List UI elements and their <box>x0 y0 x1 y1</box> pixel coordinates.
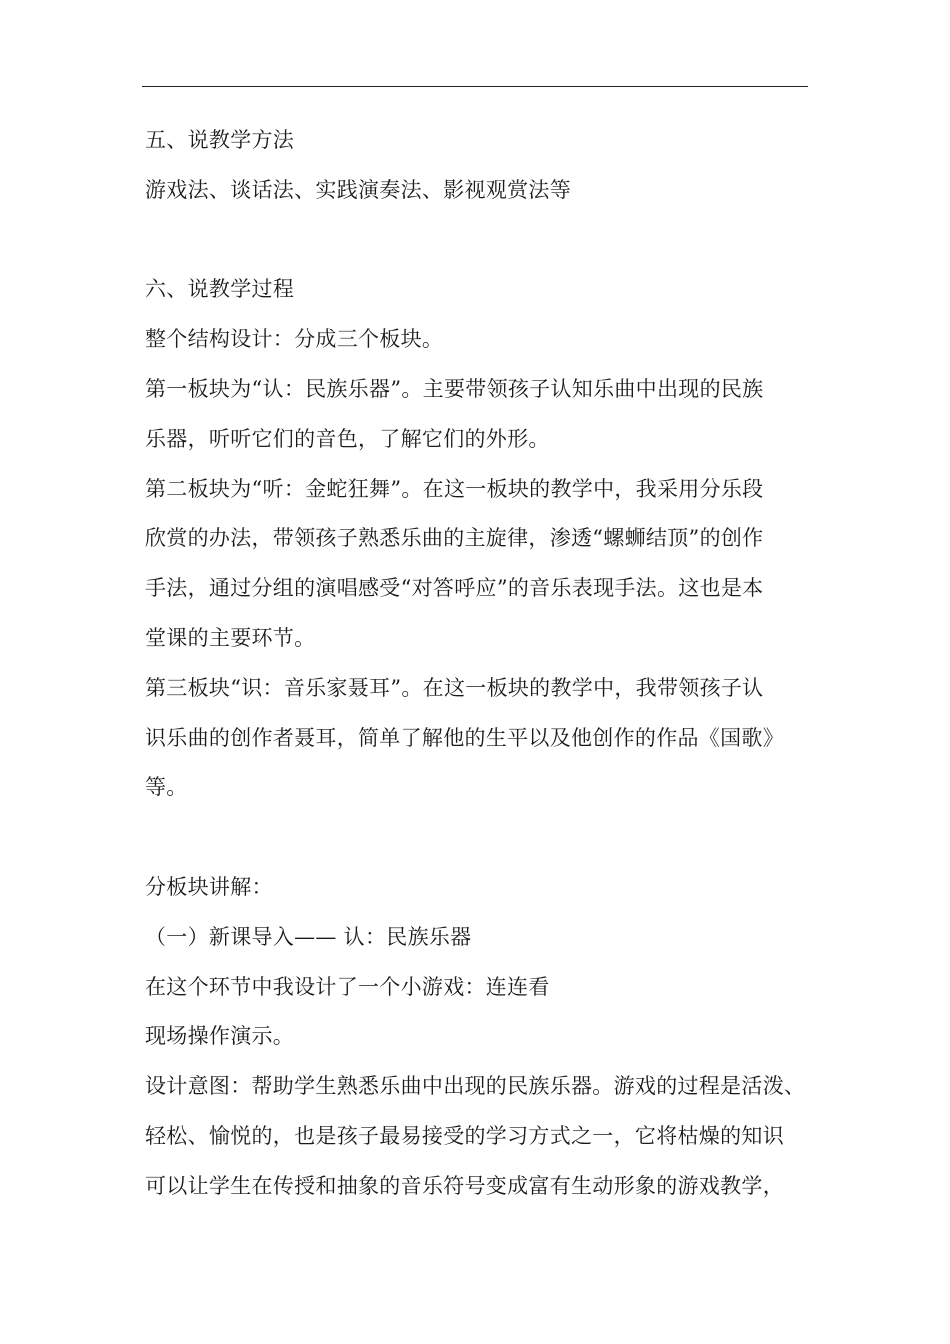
blank-line <box>145 216 815 266</box>
paragraph-line: 整个结构设计：分成三个板块。 <box>145 327 444 352</box>
paragraph-line: 乐器，听听它们的音色，了解它们的外形。 <box>145 426 550 451</box>
paragraph-line: 设计意图：帮助学生熟悉乐曲中出现的民族乐器。游戏的过程是活泼、 <box>145 1074 806 1099</box>
paragraph-line: 手法，通过分组的演唱感受“对答呼应”的音乐表现手法。这也是本 <box>145 576 764 601</box>
header-rule <box>142 86 808 87</box>
paragraph-line: 可以让学生在传授和抽象的音乐符号变成富有生动形象的游戏教学， <box>145 1173 784 1198</box>
heading-teaching-process: 六、说教学过程 <box>145 277 295 302</box>
paragraph-line: 轻松、愉悦的，也是孩子最易接受的学习方式之一，它将枯燥的知识 <box>145 1123 784 1148</box>
paragraph-line: 第三板块“识：音乐家聂耳”。在这一板块的教学中，我带领孩子认 <box>145 675 764 700</box>
paragraph-line: 堂课的主要环节。 <box>145 625 316 650</box>
document-body <box>145 116 815 1212</box>
subheading-new-lesson-intro: （一）新课导入—— 认：民族乐器 <box>145 924 472 949</box>
heading-teaching-methods: 五、说教学方法 <box>145 128 295 152</box>
paragraph-line: 第二板块为“听：金蛇狂舞”。在这一板块的教学中，我采用分乐段 <box>145 476 764 501</box>
paragraph-line: 欣赏的办法，带领孩子熟悉乐曲的主旋律，渗透“螺蛳结顶”的创作 <box>145 526 764 551</box>
paragraph-line: 等。 <box>145 775 188 800</box>
paragraph-line: 现场操作演示。 <box>145 1024 295 1049</box>
paragraph-line: 识乐曲的创作者聂耳，简单了解他的生平以及他创作的作品《国歌》 <box>145 725 784 750</box>
paragraph-line: 在这个环节中我设计了一个小游戏：连连看 <box>145 974 550 999</box>
paragraph-line: 第一板块为“认：民族乐器”。主要带领孩子认知乐曲中出现的民族 <box>145 376 764 401</box>
paragraph-line: 游戏法、谈话法、实践演奏法、影视观赏法等 <box>145 177 571 202</box>
heading-section-explanation: 分板块讲解： <box>145 874 273 899</box>
blank-line <box>145 813 815 863</box>
